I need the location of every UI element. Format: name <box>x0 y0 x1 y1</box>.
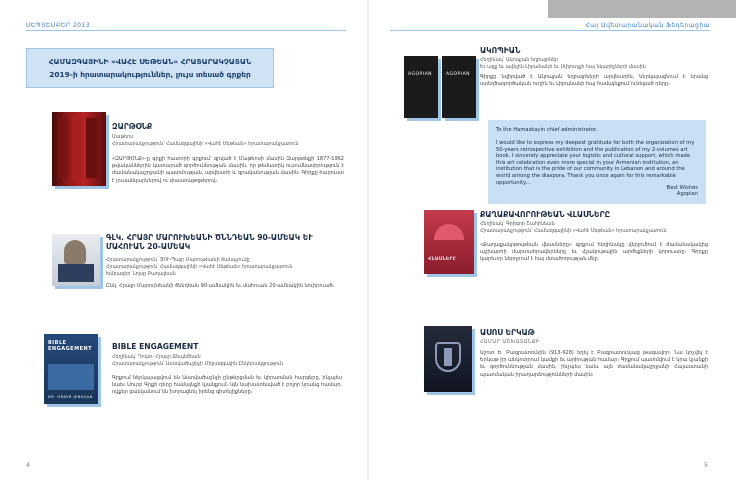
zartonk-book-cover <box>52 112 106 186</box>
bible-description: Գրքում ներկայացվում են Աստվածաշնչի ընթերցման եւ կիրառման հարցերը, ինչպես նաեւ Սուրբ Գրքի դերը համայնքի կյանքում։ Այն նախատեսված է բոլոր նրանց համար, ովքեր ցանկանում են խորացնել իրենց գիտելիքները։ <box>112 375 342 396</box>
letter-signature <box>667 185 698 198</box>
page-number-left: 4 <box>26 462 30 469</box>
bible-cover-title: BIBLE ENGAGEMENT <box>48 340 93 352</box>
feature-title-line1: ՀԱՄԱԶԳԱՅԻՆԻ «ՎԱՀԷ ՍԵԹԵԱՆ» ՀՐԱՏԱՐԱԿՉԱՏԱՆ <box>48 57 252 66</box>
gg-meta-1: Հրատարակչություն՝ ՅՈՒ-Պայր Մարութեանի ճանաչումը <box>106 258 250 263</box>
gg-meta-2: Հրատարակչություն՝ Համազգայինի «Վահէ Սեթեան» հրատարակչատուն <box>106 265 293 270</box>
agopian-title: ԱԿՈՊԻԱՆ <box>480 46 521 55</box>
letter-salutation: To the Hamazkayin chief administrator, <box>496 127 598 133</box>
letter-body: I would like to express my deepest gratitude for both the organization of my 50-years retrospective exhibition and the publication of my 2-volumes art book. I sincerely appreciate your logistic and cultural support, which made this art celebration even more special in your Armenian institution, an institution that is the pride of our community in Lebanon and around the world among the diaspora. Thank you once again for this remarkable opportunity... <box>496 140 695 186</box>
sos-description: Աշոտ Ե. Բագրատունին (913-928) եղել է Բագրատունյաց թագավոր։ Նա կոչվել է Երկաթ իր անկոտրում կամքի եւ արիության համար։ Գրքում պատմվում է նրա կյանքի եւ գործունեության մասին, ինչպես նաեւ այն ժամանակաշրջանի Հայաստանի պատմական իրադարձությունների մասին։ <box>480 350 708 378</box>
agopian-cover-word-2: AGOPIAN <box>446 72 471 77</box>
bible-meta-2: Հրատարակչություն՝ Աստվածաշնչի Միջազգային Ընկերակցություն <box>112 362 284 367</box>
sos-book-cover <box>424 326 472 392</box>
letter-sign-line-1: Best Wishes <box>666 184 698 191</box>
header-rule-left <box>26 30 346 31</box>
bible-book-cover <box>44 334 98 404</box>
zartonk-title: ԶԱՐԹՕՆՔ <box>112 122 153 131</box>
zartonk-meta-1: Մաթեոս <box>112 135 134 140</box>
header-right: Հայ Ավետարանական Ֆեդերացիա <box>585 22 710 29</box>
agopian-meta-1: Հեղինակ՝ Ակոպյան եղբայրներ <box>480 58 559 63</box>
header-rule-right <box>390 30 710 31</box>
top-bar-right <box>548 0 736 18</box>
losses-meta-2: Հրատարակչություն՝ Համազգայինի «Վահէ Սեթեան» հրատարակչատուն <box>480 229 667 234</box>
losses-description: «Քաղաքակրթութեան վնասները» գրքում հեղինակը վերլուծում է ժամանակակից աշխարհի մարտահրավերները եւ մշակութային արժեքների կորուստը։ Գիրքը կարեւոր ներդրում է հայ մտածողության մեջ։ <box>480 242 708 263</box>
agopian-description: Գիրքը նվիրված է Ակոպյան եղբայրների արվեստին, ներկայացնում է նրանց ստեղծագործական ուղին եւ Լիբանանի հայ համայնքում ունեցած դերը։ <box>480 74 708 88</box>
gg-title: ԳԼԿ. ՀՐԱՅՐ ՄԱՐՈՒԽԵԱՆԻ ԾՆՆԴԵԱՆ 90-ԱՄԵԱԿ ԵՒ ՄԱՀՈՒԱՆ 20-ԱՄԵԱԿ <box>106 233 313 251</box>
losses-meta-1: Հեղինակ՝ Գրիգոր Շահինեան <box>480 222 555 227</box>
page-number-right: 5 <box>704 462 708 469</box>
gg-description: Ընկ. Հրայր Մարուխեանի ծննդեան 90-ամեակին եւ մահուան 20-ամեակին նուիրուած։ <box>106 283 335 289</box>
losses-title: ՔԱՂԱՔԱՎՈՐՈՒԹԵԱՆ ՎԼԱՍՆԵՐԸ <box>480 210 611 219</box>
sos-subtitle: ՀԱՄԱՐ ԱՇԽԱՏԱՆՔԻ <box>480 340 540 345</box>
gg-book-cover <box>52 234 100 286</box>
agopian-letter-box <box>488 120 706 204</box>
gg-meta-3: Խմբագիր՝ Լոյսը Բադալեան <box>106 272 176 277</box>
bible-title: BIBLE ENGAGEMENT <box>112 342 199 351</box>
agopian-cover-word-1: AGOPIAN <box>408 72 433 77</box>
losses-cover-word: ՎՆԱՍՆԵՐԸ <box>428 256 457 261</box>
agopian-meta-2: Եւ այլք եւ ավելին Լիբանանի եւ Սփյուռքի հայ նկարիչների մասին <box>480 65 646 70</box>
feature-title-line2: 2019-ի հրատարակություններ, լույս տեսած գրքեր <box>49 70 251 79</box>
bible-cover-author: DR. HRAYR JEBEJIAN <box>48 395 93 399</box>
sos-title: ԱՍՈՍ ԵՐԿԱԹ <box>480 328 535 337</box>
page-spine <box>367 0 369 480</box>
zartonk-meta-2: Հրատարակչություն՝ Համազգայինի «Վահէ Սեթեան» հրատարակչատուն <box>112 142 299 147</box>
agopian-book-cover-1 <box>404 56 438 118</box>
top-bar-left <box>0 0 370 20</box>
agopian-book-cover-2 <box>442 56 476 118</box>
losses-book-cover <box>424 210 474 274</box>
bible-meta-1: Հեղինակ՝ Դոկտ. Հրայր Ճեպեճեան <box>112 355 201 360</box>
feature-title-box <box>26 48 274 88</box>
zartonk-description: «ԶԱՐԹՕՆՔ»-ը գրքի հատորի գրքում՝ գրված է Մաթեոսի մասին Զարթօնքի 1877-1962 թվականներին կատարած գործունեության մասին, որ թեմատիկ ուսումնասիրություն է ժամանակաշրջանի պատմության, արվեստի և գրականության մասին։ Գիրքը հարուստ է լուսանկարներով ու փաստաթղթերով։ <box>112 156 344 184</box>
header-left: ՍԵՊՏԵՄԲԵՐ 2013 <box>26 22 91 29</box>
letter-sign-line-2: Agopian <box>676 191 698 198</box>
